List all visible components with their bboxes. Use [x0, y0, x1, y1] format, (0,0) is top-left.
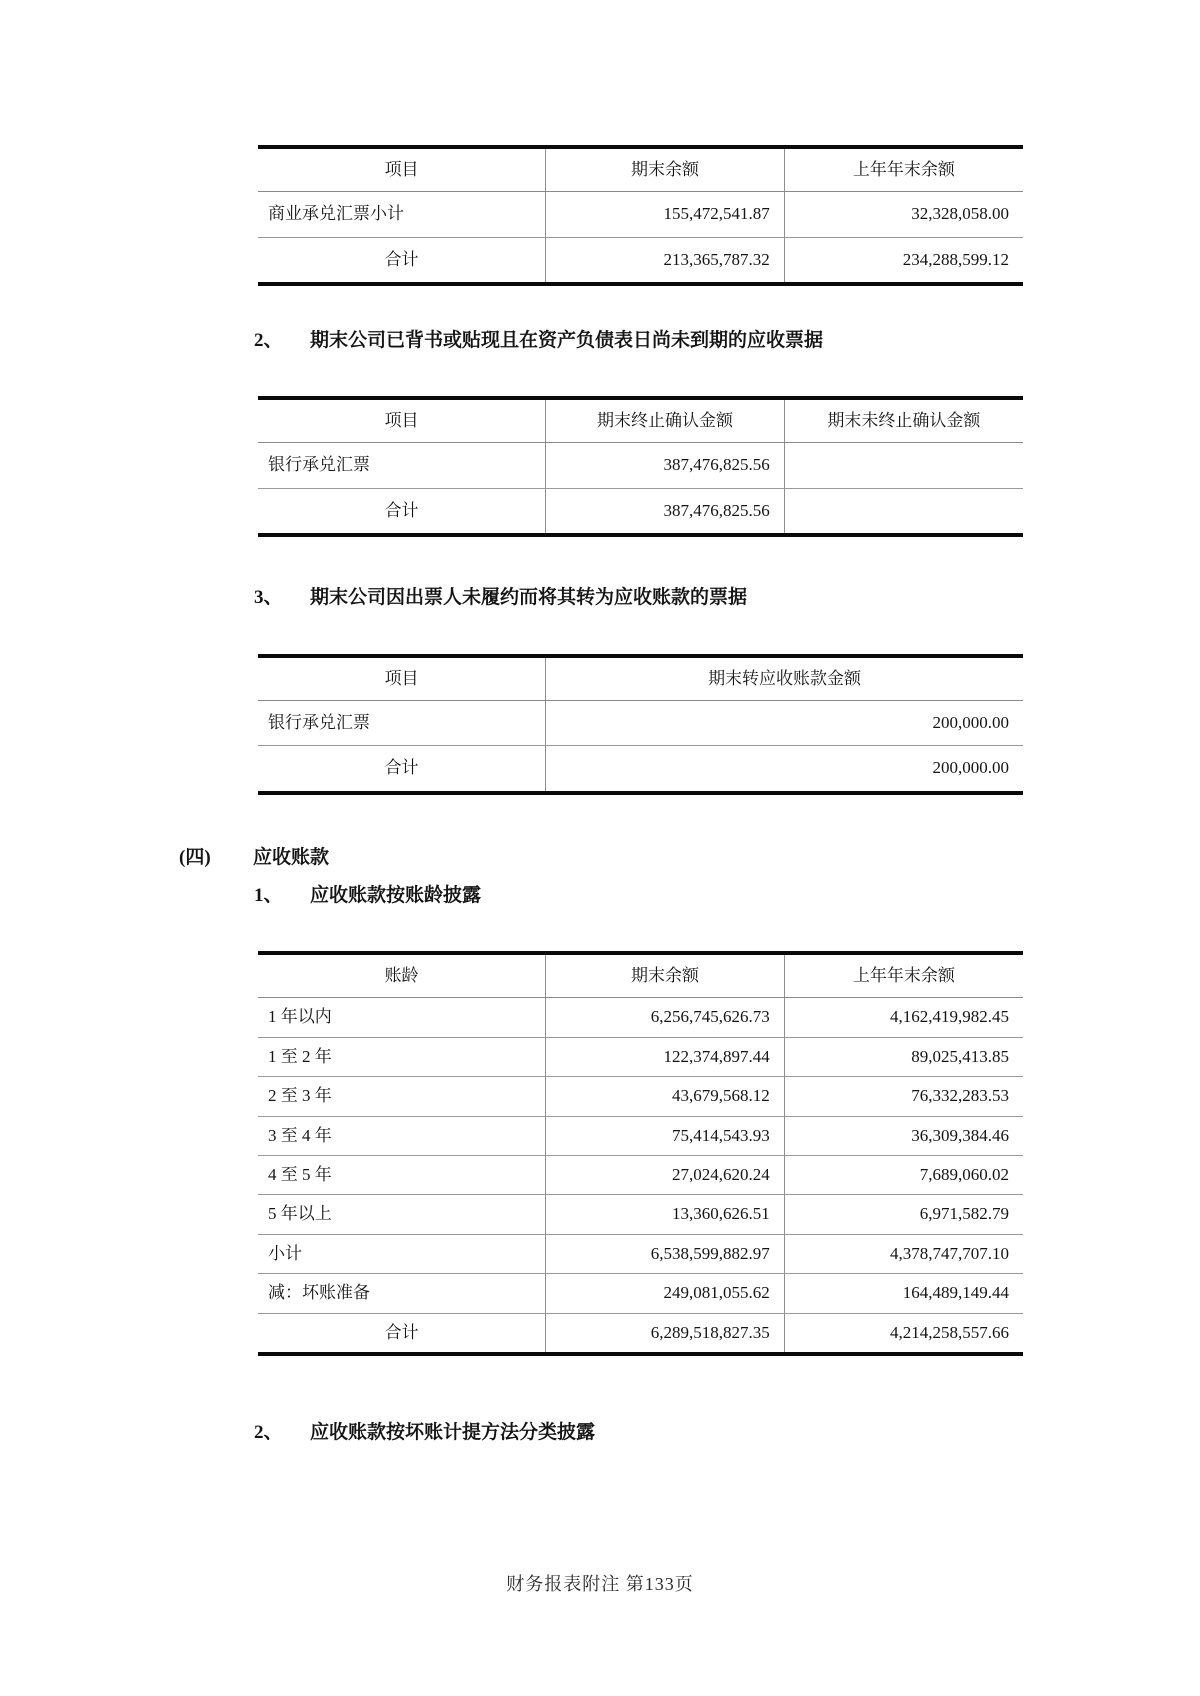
heading-number: 1、: [254, 885, 283, 907]
cell-value: 213,365,787.32: [546, 237, 785, 284]
cell-value: 164,489,149.44: [784, 1274, 1023, 1313]
cell-value: 387,476,825.56: [546, 488, 785, 535]
cell-value: 89,025,413.85: [784, 1037, 1023, 1076]
row-label: 银行承兑汇票: [258, 443, 546, 488]
cell-value: 200,000.00: [546, 701, 1023, 746]
cell-value: 76,332,283.53: [784, 1077, 1023, 1116]
table-row: [258, 192, 1023, 237]
cell-value: 6,971,582.79: [784, 1195, 1023, 1234]
row-label: 合计: [384, 500, 419, 520]
heading-number: 2、: [254, 1421, 283, 1443]
cell-value: [784, 488, 1023, 535]
heading-accounts-receivable: [179, 845, 1200, 871]
heading-text: 期末公司因出票人未履约而将其转为应收账款的票据: [310, 586, 748, 608]
heading-text: 应收账款按账龄披露: [310, 885, 482, 907]
column-header: 期末转应收账款金额: [546, 656, 1023, 701]
column-header: 项目: [258, 656, 546, 701]
column-header: 期末未终止确认金额: [784, 398, 1023, 443]
row-label: 合计: [384, 1322, 419, 1342]
heading-text: 期末公司已背书或贴现且在资产负债表日尚未到期的应收票据: [310, 330, 824, 352]
aging-analysis-table: [258, 951, 1023, 1356]
table-row: [258, 1116, 1023, 1155]
row-label: 4 至 5 年: [258, 1156, 546, 1195]
row-label: 2 至 3 年: [258, 1077, 546, 1116]
row-label: 1 年以内: [258, 998, 546, 1037]
table-header-row: [258, 953, 1023, 998]
table-header-row: [258, 656, 1023, 701]
column-header: 项目: [258, 147, 546, 192]
cell-value: 200,000.00: [546, 746, 1023, 793]
row-label: 5 年以上: [258, 1195, 546, 1234]
table-row: [258, 237, 1023, 284]
cell-value: 36,309,384.46: [784, 1116, 1023, 1155]
cell-value: 4,162,419,982.45: [784, 998, 1023, 1037]
cell-value: [784, 443, 1023, 488]
column-header: 期末终止确认金额: [546, 398, 785, 443]
table-row: [258, 1234, 1023, 1273]
row-label: 银行承兑汇票: [258, 701, 546, 746]
row-label: 小计: [258, 1234, 546, 1273]
table-row: [258, 1195, 1023, 1234]
table-row: [258, 746, 1023, 793]
cell-value: 4,378,747,707.10: [784, 1234, 1023, 1273]
row-label: 合计: [384, 249, 419, 269]
heading-text: 应收账款按坏账计提方法分类披露: [310, 1421, 596, 1443]
cell-value: 234,288,599.12: [784, 237, 1023, 284]
page-footer: 财务报表附注 第133页: [506, 1574, 694, 1594]
cell-value: 155,472,541.87: [546, 192, 785, 237]
cell-value: 27,024,620.24: [546, 1156, 785, 1195]
cell-value: 249,081,055.62: [546, 1274, 785, 1313]
heading-aging-disclosure: [254, 883, 1200, 909]
table-row: [258, 1313, 1023, 1354]
heading-number: 3、: [254, 586, 283, 608]
cell-value: 7,689,060.02: [784, 1156, 1023, 1195]
column-header: 期末余额: [546, 953, 785, 998]
row-label: 合计: [384, 758, 419, 778]
table-row: [258, 998, 1023, 1037]
cell-value: 6,256,745,626.73: [546, 998, 785, 1037]
table-row: [258, 1077, 1023, 1116]
row-label: 3 至 4 年: [258, 1116, 546, 1155]
column-header: 项目: [258, 398, 546, 443]
column-header: 上年年末余额: [784, 953, 1023, 998]
heading-defaulted-notes: [254, 585, 1200, 611]
table-row: [258, 701, 1023, 746]
row-label: 商业承兑汇票小计: [258, 192, 546, 237]
table-header-row: [258, 147, 1023, 192]
cell-value: 4,214,258,557.66: [784, 1313, 1023, 1354]
table-header-row: [258, 398, 1023, 443]
heading-endorsed-notes: [254, 328, 1200, 354]
table-row: [258, 443, 1023, 488]
column-header: 期末余额: [546, 147, 785, 192]
defaulted-notes-table: [258, 654, 1023, 795]
column-header: 上年年末余额: [784, 147, 1023, 192]
cell-value: 43,679,568.12: [546, 1077, 785, 1116]
endorsed-notes-table: [258, 396, 1023, 537]
table-row: [258, 1037, 1023, 1076]
cell-value: 75,414,543.93: [546, 1116, 785, 1155]
table-row: [258, 1156, 1023, 1195]
table-row: [258, 1274, 1023, 1313]
heading-bad-debt-method: [254, 1420, 1200, 1446]
heading-number: 2、: [254, 330, 283, 352]
cell-value: 32,328,058.00: [784, 192, 1023, 237]
table-row: [258, 488, 1023, 535]
cell-value: 13,360,626.51: [546, 1195, 785, 1234]
cell-value: 122,374,897.44: [546, 1037, 785, 1076]
cell-value: 387,476,825.56: [546, 443, 785, 488]
row-label: 减：坏账准备: [258, 1274, 546, 1313]
heading-number: (四): [179, 846, 211, 868]
cell-value: 6,289,518,827.35: [546, 1313, 785, 1354]
row-label: 1 至 2 年: [258, 1037, 546, 1076]
heading-text: 应收账款: [253, 846, 330, 868]
cell-value: 6,538,599,882.97: [546, 1234, 785, 1273]
column-header: 账龄: [258, 953, 546, 998]
bills-total-table: [258, 145, 1023, 286]
